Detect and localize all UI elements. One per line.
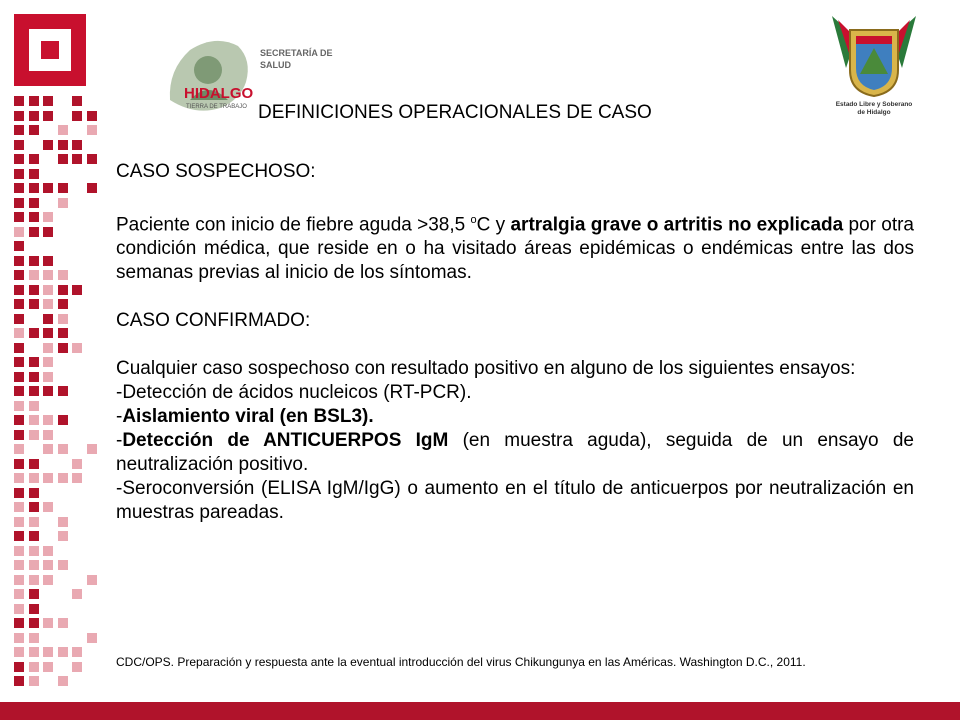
pattern-square: [87, 125, 97, 135]
pattern-square: [14, 459, 24, 469]
pattern-square: [43, 560, 53, 570]
pattern-square: [14, 198, 24, 208]
confirmed-intro: Cualquier caso sospechoso con resultado positivo en alguno de los siguientes ensayos:: [116, 358, 856, 380]
pattern-square: [43, 314, 53, 324]
confirmed-item-seroconversion: -Seroconversión (ELISA IgM/IgG) o aumento en el título de anticuerpos por neutralización en muestras pareadas.: [116, 478, 914, 524]
pattern-square: [72, 140, 82, 150]
pattern-square: [29, 111, 39, 121]
pattern-square: [14, 560, 24, 570]
pattern-square: [58, 676, 68, 686]
pattern-square: [43, 647, 53, 657]
pattern-square: [29, 575, 39, 585]
pattern-square: [14, 633, 24, 643]
pattern-square: [87, 575, 97, 585]
pattern-square: [14, 328, 24, 338]
pattern-square: [58, 285, 68, 295]
pattern-square: [43, 183, 53, 193]
pattern-square: [58, 183, 68, 193]
pattern-square: [29, 372, 39, 382]
pattern-square: [14, 227, 24, 237]
pattern-square: [14, 125, 24, 135]
pattern-square: [29, 604, 39, 614]
pattern-square: [58, 198, 68, 208]
pattern-square: [29, 415, 39, 425]
pattern-square: [58, 270, 68, 280]
pattern-square: [58, 415, 68, 425]
pattern-square: [43, 270, 53, 280]
pattern-square: [29, 154, 39, 164]
pattern-square: [14, 473, 24, 483]
pattern-square: [58, 560, 68, 570]
pattern-square: [72, 285, 82, 295]
pattern-square: [58, 618, 68, 628]
pattern-square: [29, 125, 39, 135]
pattern-square: [14, 444, 24, 454]
pattern-square: [43, 96, 53, 106]
pattern-square: [58, 140, 68, 150]
suspected-heading: CASO SOSPECHOSO:: [116, 161, 316, 182]
ministry-name-line2: SALUD: [260, 60, 291, 70]
decorative-pattern: [14, 96, 98, 696]
pattern-square: [14, 154, 24, 164]
pattern-square: [14, 676, 24, 686]
pattern-square: [14, 140, 24, 150]
pattern-square: [14, 241, 24, 251]
page-title: DEFINICIONES OPERACIONALES DE CASO: [258, 102, 652, 123]
pattern-square: [72, 647, 82, 657]
pattern-square: [43, 285, 53, 295]
pattern-square: [29, 589, 39, 599]
pattern-square: [87, 154, 97, 164]
pattern-square: [29, 517, 39, 527]
pattern-square: [29, 473, 39, 483]
hidalgo-brand: HIDALGO: [184, 85, 254, 102]
pattern-square: [87, 633, 97, 643]
pattern-square: [14, 270, 24, 280]
pattern-square: [43, 256, 53, 266]
pattern-square: [14, 357, 24, 367]
pattern-square: [43, 357, 53, 367]
suspected-definition: Paciente con inicio de fiebre aguda >38,5 $^o$C y artralgia grave o artritis no explicada por otra condición médica, que reside en o ha visitado áreas epidémicas o endémicas entre las dos semanas previas al inicio de los síntomas.: [116, 214, 914, 284]
pattern-square: [29, 169, 39, 179]
pattern-square: [58, 328, 68, 338]
pattern-square: [72, 589, 82, 599]
pattern-square: [43, 140, 53, 150]
hidalgo-state-seal: [826, 8, 922, 118]
pattern-square: [58, 314, 68, 324]
pattern-square: [58, 473, 68, 483]
definitions-body: [116, 160, 914, 525]
pattern-square: [43, 111, 53, 121]
pattern-square: [14, 314, 24, 324]
pattern-square: [14, 589, 24, 599]
pattern-square: [14, 386, 24, 396]
pattern-square: [72, 343, 82, 353]
pattern-square: [14, 343, 24, 353]
pattern-square: [43, 546, 53, 556]
pattern-square: [29, 618, 39, 628]
citation: CDC/OPS. Preparación y respuesta ante la eventual introducción del virus Chikungunya en las Américas. Washington D.C., 2011.: [116, 655, 806, 669]
pattern-square: [72, 154, 82, 164]
pattern-square: [87, 111, 97, 121]
pattern-square: [29, 560, 39, 570]
pattern-square: [14, 256, 24, 266]
pattern-square: [14, 96, 24, 106]
pattern-square: [14, 430, 24, 440]
pattern-square: [14, 604, 24, 614]
pattern-square: [43, 444, 53, 454]
pattern-square: [72, 111, 82, 121]
pattern-square: [29, 430, 39, 440]
pattern-square: [29, 227, 39, 237]
pattern-square: [43, 618, 53, 628]
pattern-square: [14, 169, 24, 179]
pattern-square: [14, 502, 24, 512]
pattern-square: [43, 473, 53, 483]
pattern-square: [14, 299, 24, 309]
pattern-square: [72, 473, 82, 483]
pattern-square: [43, 415, 53, 425]
pattern-square: [43, 430, 53, 440]
pattern-square: [29, 198, 39, 208]
pattern-square: [14, 372, 24, 382]
pattern-square: [43, 386, 53, 396]
pattern-square: [58, 125, 68, 135]
confirmed-item-igm: -Detección de ANTICUERPOS IgM (en muestra aguda), seguida de un ensayo de neutralización positivo.: [116, 430, 914, 476]
pattern-square: [14, 531, 24, 541]
pattern-square: [58, 444, 68, 454]
pattern-square: [43, 372, 53, 382]
pattern-square: [29, 662, 39, 672]
pattern-square: [29, 212, 39, 222]
hidalgo-tagline: TIERRA DE TRABAJO: [186, 104, 247, 110]
pattern-square: [14, 415, 24, 425]
seal-caption-line1: Estado Libre y Soberano: [835, 101, 913, 108]
pattern-square: [29, 328, 39, 338]
pattern-square: [14, 546, 24, 556]
pattern-square: [29, 183, 39, 193]
pattern-square: [14, 647, 24, 657]
pattern-square: [72, 96, 82, 106]
pattern-square: [43, 502, 53, 512]
confirmed-item-pcr: -Detección de ácidos nucleicos (RT-PCR).: [116, 382, 472, 404]
pattern-square: [58, 299, 68, 309]
pattern-square: [43, 662, 53, 672]
confirmed-item-isolation: -Aislamiento viral (en BSL3).: [116, 406, 374, 428]
pattern-square: [29, 256, 39, 266]
pattern-square: [29, 502, 39, 512]
corner-logo: [14, 14, 86, 86]
pattern-square: [43, 328, 53, 338]
pattern-square: [87, 444, 97, 454]
pattern-square: [43, 343, 53, 353]
bottom-bar: [0, 702, 960, 720]
pattern-square: [58, 154, 68, 164]
pattern-square: [87, 183, 97, 193]
pattern-square: [72, 662, 82, 672]
pattern-square: [29, 531, 39, 541]
pattern-square: [14, 517, 24, 527]
pattern-square: [58, 343, 68, 353]
pattern-square: [43, 212, 53, 222]
pattern-square: [14, 212, 24, 222]
pattern-square: [58, 531, 68, 541]
pattern-square: [72, 459, 82, 469]
pattern-square: [29, 386, 39, 396]
seal-caption-line2: de Hidalgo: [857, 109, 891, 116]
pattern-square: [14, 662, 24, 672]
pattern-square: [58, 386, 68, 396]
pattern-square: [43, 227, 53, 237]
pattern-square: [14, 183, 24, 193]
pattern-square: [29, 285, 39, 295]
pattern-square: [43, 299, 53, 309]
pattern-square: [14, 488, 24, 498]
pattern-square: [43, 575, 53, 585]
pattern-square: [58, 647, 68, 657]
pattern-square: [29, 633, 39, 643]
pattern-square: [29, 96, 39, 106]
pattern-square: [58, 517, 68, 527]
pattern-square: [14, 285, 24, 295]
pattern-square: [14, 618, 24, 628]
pattern-square: [29, 647, 39, 657]
pattern-square: [29, 676, 39, 686]
pattern-square: [29, 299, 39, 309]
pattern-square: [29, 270, 39, 280]
pattern-square: [14, 401, 24, 411]
confirmed-heading: CASO CONFIRMADO:: [116, 310, 311, 332]
pattern-square: [29, 357, 39, 367]
pattern-square: [14, 575, 24, 585]
pattern-square: [29, 488, 39, 498]
ministry-name-line1: SECRETARÍA DE: [260, 48, 333, 58]
pattern-square: [29, 401, 39, 411]
pattern-square: [14, 111, 24, 121]
pattern-square: [29, 546, 39, 556]
pattern-square: [29, 459, 39, 469]
